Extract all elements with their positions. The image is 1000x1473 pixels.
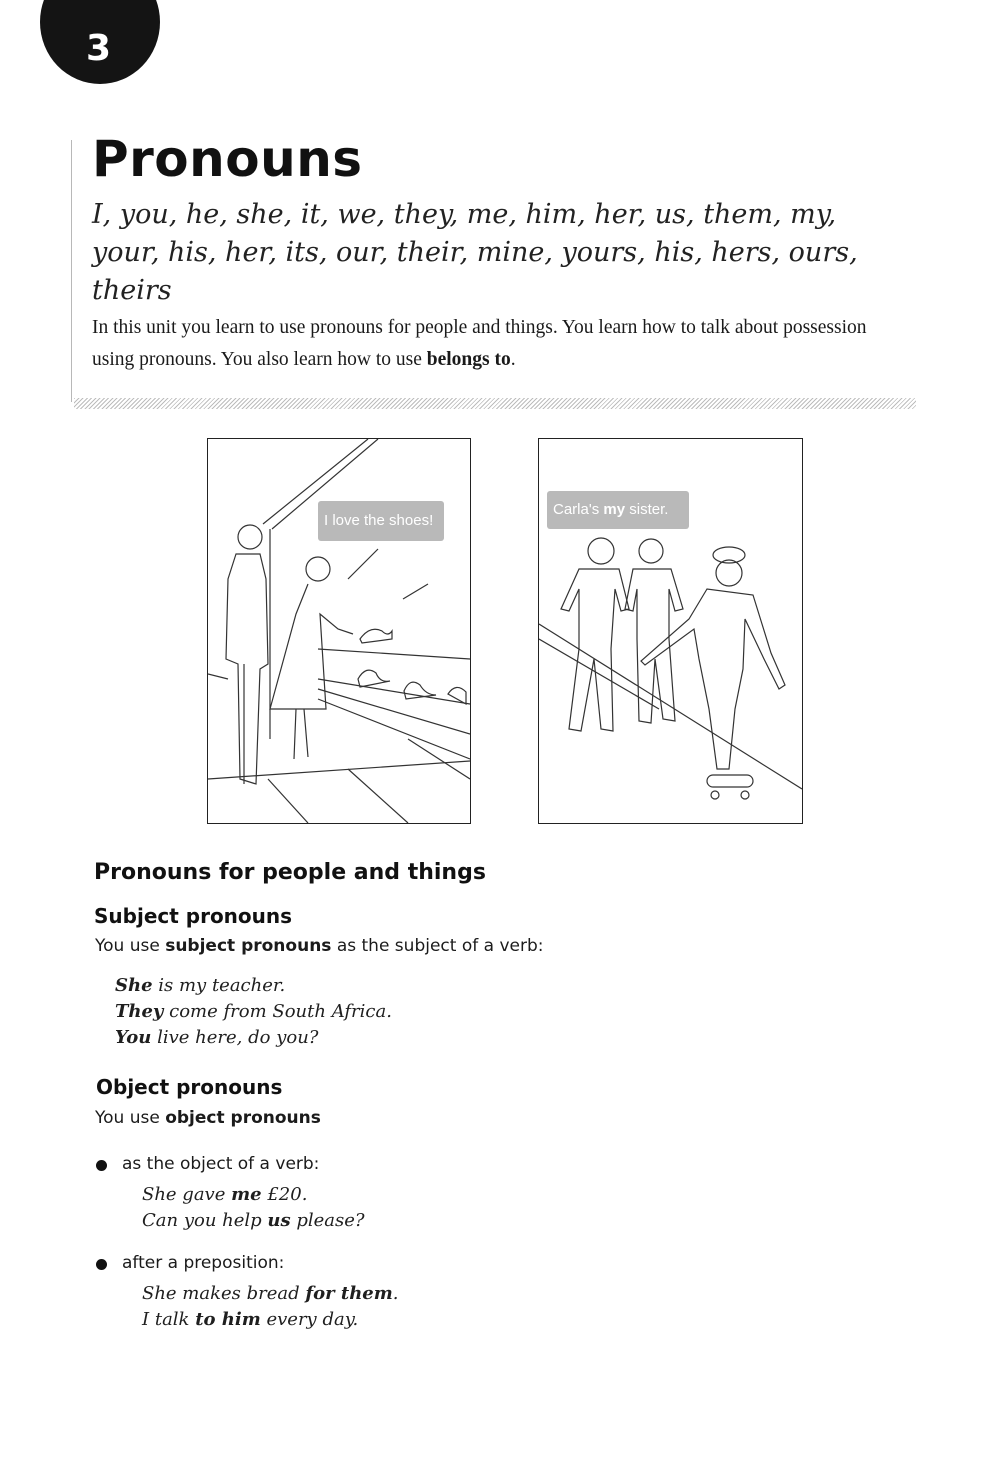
hatched-divider xyxy=(74,398,916,409)
subject-pronouns-heading: Subject pronouns xyxy=(94,904,293,928)
example-pronoun: me xyxy=(231,1184,262,1205)
unit-number: 3 xyxy=(86,28,112,69)
subject-text-pre: You use xyxy=(95,936,166,956)
example-pre: I talk xyxy=(142,1309,196,1330)
subject-example xyxy=(115,1001,392,1022)
intro-divider-vertical xyxy=(71,140,72,402)
subject-example xyxy=(115,975,285,996)
shoe-shop-drawing xyxy=(208,439,470,823)
example-pre: Can you help xyxy=(142,1210,268,1231)
object-example xyxy=(142,1309,358,1330)
example-pre: She gave xyxy=(142,1184,232,1205)
page-title: Pronouns xyxy=(92,130,363,188)
example-rest: live here, do you? xyxy=(151,1027,319,1048)
object-example xyxy=(142,1210,365,1231)
intro-text-bold: belongs to xyxy=(426,349,511,370)
object-text-pre: You use xyxy=(95,1108,166,1128)
object-text-bold: object pronouns xyxy=(165,1108,321,1128)
section-heading: Pronouns for people and things xyxy=(94,860,486,885)
pronoun-list: I, you, he, she, it, we, they, me, him, her, us, them, my, your, his, her, its, our, their, mine, yours, his, hers, ours, theirs xyxy=(92,199,858,306)
example-pronoun: us xyxy=(267,1210,291,1231)
intro-paragraph xyxy=(92,312,912,376)
speech-bubble-shoes: I love the shoes! xyxy=(318,501,444,541)
speech-bubble-sister xyxy=(547,491,689,529)
bullet-icon xyxy=(96,1160,107,1171)
example-pronoun: to him xyxy=(195,1309,261,1330)
speech-sister-bold: my xyxy=(603,501,626,518)
illustration-shoe-shop xyxy=(207,438,471,824)
example-rest: is my teacher. xyxy=(152,975,286,996)
speech-sister-2: sister. xyxy=(625,501,669,518)
object-example xyxy=(142,1283,399,1304)
illustration-friends xyxy=(538,438,803,824)
bullet-label: after a preposition: xyxy=(122,1253,285,1273)
example-pronoun: They xyxy=(115,1001,164,1022)
example-pronoun: for them xyxy=(305,1283,393,1304)
intro-text-end: . xyxy=(510,349,516,370)
subject-pronouns-text xyxy=(95,936,543,956)
example-rest: come from South Africa. xyxy=(163,1001,392,1022)
example-pronoun: You xyxy=(115,1027,152,1048)
example-pronoun: She xyxy=(115,975,153,996)
subject-example xyxy=(115,1027,318,1048)
object-example xyxy=(142,1184,307,1205)
example-post: . xyxy=(392,1283,399,1304)
example-post: please? xyxy=(290,1210,365,1231)
example-post: every day. xyxy=(260,1309,359,1330)
subject-text-post: as the subject of a verb: xyxy=(331,936,544,956)
object-pronouns-heading: Object pronouns xyxy=(96,1075,283,1099)
intro-text-1: In this unit you learn to use pronouns for people and things. You learn how to talk about possession using pronouns. You also learn how to use xyxy=(92,317,867,370)
subject-text-bold: subject pronouns xyxy=(165,936,332,956)
object-pronouns-text xyxy=(95,1108,321,1128)
example-post: £20. xyxy=(261,1184,308,1205)
speech-sister-1: Carla's xyxy=(553,501,604,518)
bullet-label: as the object of a verb: xyxy=(122,1154,320,1174)
example-pre: She makes bread xyxy=(142,1283,306,1304)
bullet-icon xyxy=(96,1259,107,1270)
